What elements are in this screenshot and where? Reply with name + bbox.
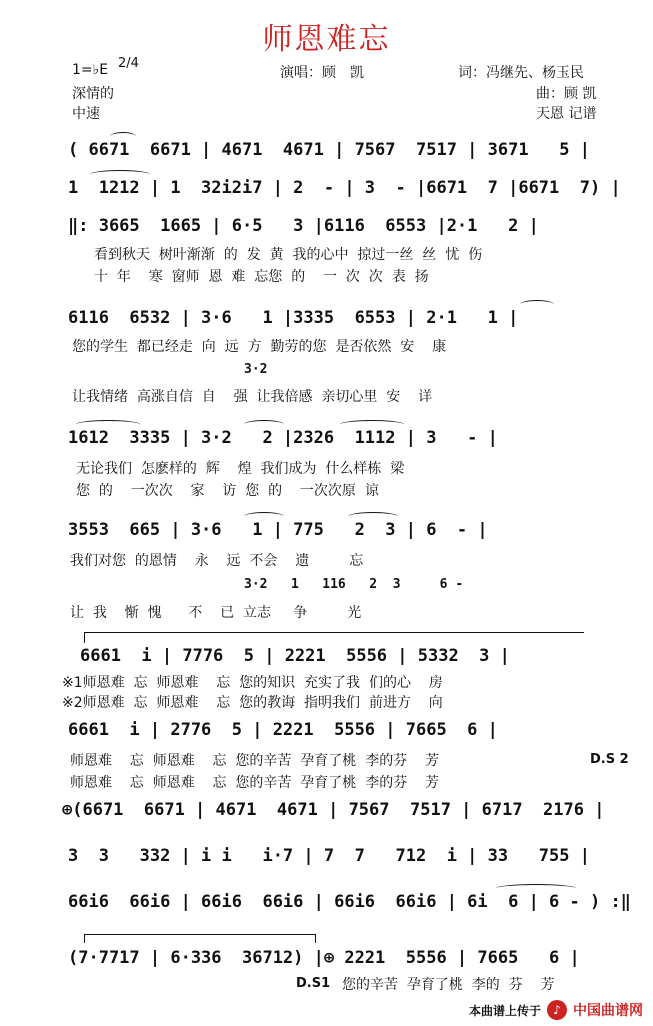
alt-notation-row-6: 3·2 1 116 2 3 6 - bbox=[244, 577, 464, 592]
lyric-row-6b: 让 我 惭 愧 不 已 立志 争 光 bbox=[70, 605, 362, 621]
slur bbox=[76, 420, 140, 429]
ds-1-marker: D.S1 bbox=[296, 976, 331, 991]
notation-row-7: 6661 i | 7776 5 | 2221 5556 | 5332 3 | bbox=[80, 646, 510, 666]
notation-row-8: 6661 i | 2776 5 | 2221 5556 | 7665 6 | bbox=[68, 720, 498, 740]
lyric-row-12: 您的辛苦 孕育了桃 李的 芬 芳 bbox=[342, 977, 555, 993]
tempo-marking: 中速 bbox=[72, 106, 100, 122]
key-signature: 1=♭E bbox=[72, 62, 109, 78]
notation-row-9: ⊕(6671 6671 | 4671 4671 | 7567 7517 | 6717 2176 | bbox=[62, 800, 605, 820]
lyric-row-5a: 无论我们 怎麽样的 辉 煌 我们成为 什么样栋 梁 bbox=[76, 461, 405, 477]
slur bbox=[90, 170, 150, 179]
notation-row-10: 3 3 332 | i i i·7 | 7 7 712 i | 33 755 | bbox=[68, 846, 590, 866]
transcriber-credit: 天恩 记谱 bbox=[536, 106, 597, 122]
notation-row-6: 3553 665 | 3·6 1 | 775 2 3 | 6 - | bbox=[68, 520, 488, 540]
lyric-row-5b: 您 的 一次次 家 访 您 的 一次次原 谅 bbox=[76, 483, 379, 499]
lyric-row-7b: ※2师恩难 忘 师恩难 忘 您的教诲 指明我们 前进方 向 bbox=[62, 695, 443, 711]
slur bbox=[110, 132, 136, 141]
lyric-row-3b: 十 年 寒 窗师 恩 难 忘您 的 一 次 次 表 扬 bbox=[94, 269, 429, 285]
singer-credit: 演唱：顾 凯 bbox=[280, 65, 364, 81]
slur bbox=[496, 884, 576, 893]
lyric-row-8a: 师恩难 忘 师恩难 忘 您的辛苦 孕育了桃 李的芬 芳 bbox=[70, 753, 440, 769]
lyric-row-4b: 让我情绪 高涨自信 自 强 让我倍感 亲切心里 安 详 bbox=[72, 389, 433, 405]
footer bbox=[469, 1000, 643, 1020]
lyric-row-4a: 您的学生 都已经走 向 远 方 勤劳的您 是否依然 安 康 bbox=[72, 339, 447, 355]
notation-row-12: (7·7717 | 6·336 36712) |⊕ 2221 5556 | 7665 6 | bbox=[68, 948, 580, 968]
time-signature: 2/4 bbox=[118, 56, 139, 71]
mood-marking: 深情的 bbox=[72, 86, 114, 102]
footer-text: 本曲谱上传于 bbox=[468, 1003, 541, 1018]
ds-2-marker: D.S 2 bbox=[590, 752, 629, 767]
slur bbox=[340, 420, 404, 429]
lyric-row-6a: 我们对您 的恩情 永 远 不会 遗 忘 bbox=[70, 553, 364, 569]
notation-row-1: ( 6671 6671 | 4671 4671 | 7567 7517 | 3671 5 | bbox=[68, 140, 590, 160]
notation-row-5: 1612 3335 | 3·2 2 |2326 1112 | 3 - | bbox=[68, 428, 498, 448]
lyric-row-8b: 师恩难 忘 师恩难 忘 您的辛苦 孕育了桃 李的芬 芳 bbox=[70, 775, 440, 791]
alt-notation-row-4: 3·2 bbox=[244, 362, 268, 377]
volta-bracket-2 bbox=[84, 934, 316, 943]
footer-site[interactable]: 中国曲谱网 bbox=[573, 1003, 643, 1019]
notation-row-11: 66i6 66i6 | 66i6 66i6 | 66i6 66i6 | 6i 6 | 6 - ) :‖ bbox=[68, 892, 631, 912]
notation-row-3: ‖: 3665 1665 | 6·5 3 |6116 6553 |2·1 2 | bbox=[68, 216, 539, 236]
volta-bracket-line bbox=[188, 632, 584, 643]
composer-credit: 曲：顾 凯 bbox=[536, 86, 597, 102]
notation-row-4: 6116 6532 | 3·6 1 |3335 6553 | 2·1 1 | bbox=[68, 308, 519, 328]
notation-row-2: 1 1212 | 1 32i2i7 | 2 - | 3 - |6671 7 |6671 7) | bbox=[68, 178, 621, 198]
slur bbox=[520, 300, 554, 309]
lyric-row-7a: ※1师恩难 忘 师恩难 忘 您的知识 充实了我 们的心 房 bbox=[62, 675, 443, 691]
volta-bracket bbox=[84, 632, 189, 643]
lyric-row-3a: 看到秋天 树叶渐渐 的 发 黄 我的心中 掠过一丝 丝 忧 伤 bbox=[94, 247, 483, 263]
slur bbox=[244, 420, 284, 429]
song-title: 师恩难忘 bbox=[262, 22, 391, 57]
slur bbox=[348, 512, 398, 521]
site-logo-icon: ♪ bbox=[547, 1000, 567, 1020]
slur bbox=[244, 512, 284, 521]
lyricist-credit: 词：冯继先、杨玉民 bbox=[458, 65, 584, 81]
